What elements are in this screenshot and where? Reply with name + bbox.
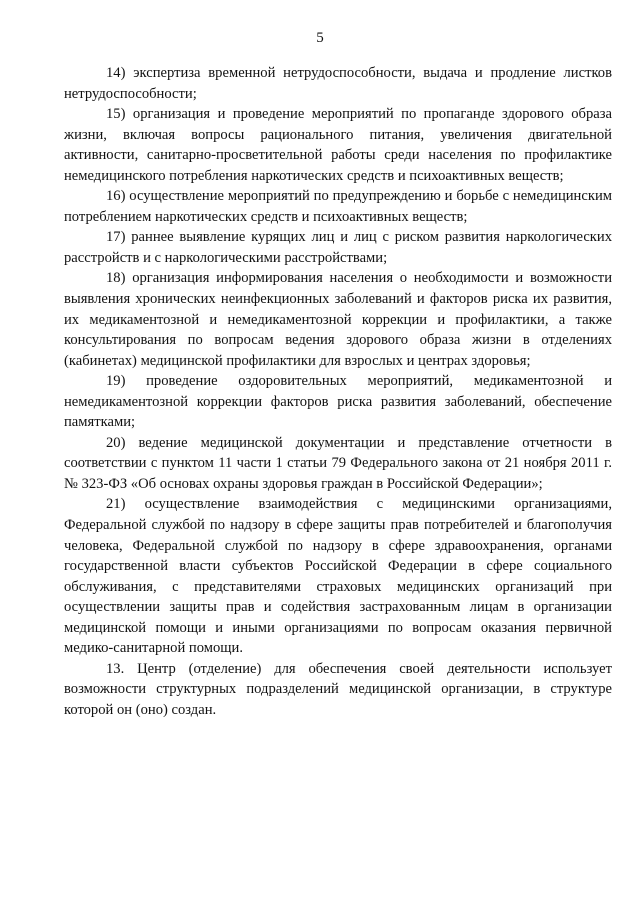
clause-13: 13. Центр (отделение) для обеспечения своей деятельности использует возможности структурных подразделений медицинской организации, в структуре которой он (оно) создан. [64,660,612,718]
list-item-14: 14) экспертиза временной нетрудоспособности, выдача и продление листков нетрудоспособности; [64,65,612,102]
list-item-15: 15) организация и проведение мероприятий по пропаганде здорового образа жизни, включая вопросы рационального питания, увеличения двигательной активности, санитарно-просветительной работы среди населения по профилактике немедицинского потребления наркотических средств и психоактивных веществ; [64,106,612,184]
document-body [64,63,612,721]
list-item-19: 19) проведение оздоровительных мероприятий, медикаментозной и немедикаментозной коррекции факторов риска развития заболеваний, обеспечение памятками; [64,373,612,431]
list-item-17: 17) раннее выявление курящих лиц и лиц с риском развития наркологических расстройств и с наркологическими расстройствами; [64,229,612,266]
list-item-16: 16) осуществление мероприятий по предупреждению и борьбе с немедицинским потреблением наркотических средств и психоактивных веществ; [64,188,612,225]
list-item-20: 20) ведение медицинской документации и представление отчетности в соответствии с пунктом 11 части 1 статьи 79 Федерального закона от 21 ноября 2011 г. № 323-ФЗ «Об основах охраны здоровья граждан в Российской Федерации»; [64,434,612,492]
page-number: 5 [316,30,324,46]
list-item-18: 18) организация информирования населения о необходимости и возможности выявления хронических неинфекционных заболеваний и факторов риска их развития, их медикаментозной и немедикаментозной коррекции и профилактики, а также консультирования по вопросам ведения здорового образа жизни в отделениях (кабинетах) медицинской профилактики для взрослых и центрах здоровья; [64,270,612,369]
list-item-21: 21) осуществление взаимодействия с медицинскими организациями, Федеральной службой по надзору в сфере защиты прав потребителей и благополучия человека, Федеральной службой по надзору в сфере здравоохранения, органами государственной власти субъектов Российской Федерации в сфере социального обслуживания, с представителями страховых медицинских организаций при осуществлении защиты прав и содействия застрахованным лицам в организации медицинской помощи и иными организациями по вопросам оказания первичной медико-санитарной помощи. [64,496,612,657]
